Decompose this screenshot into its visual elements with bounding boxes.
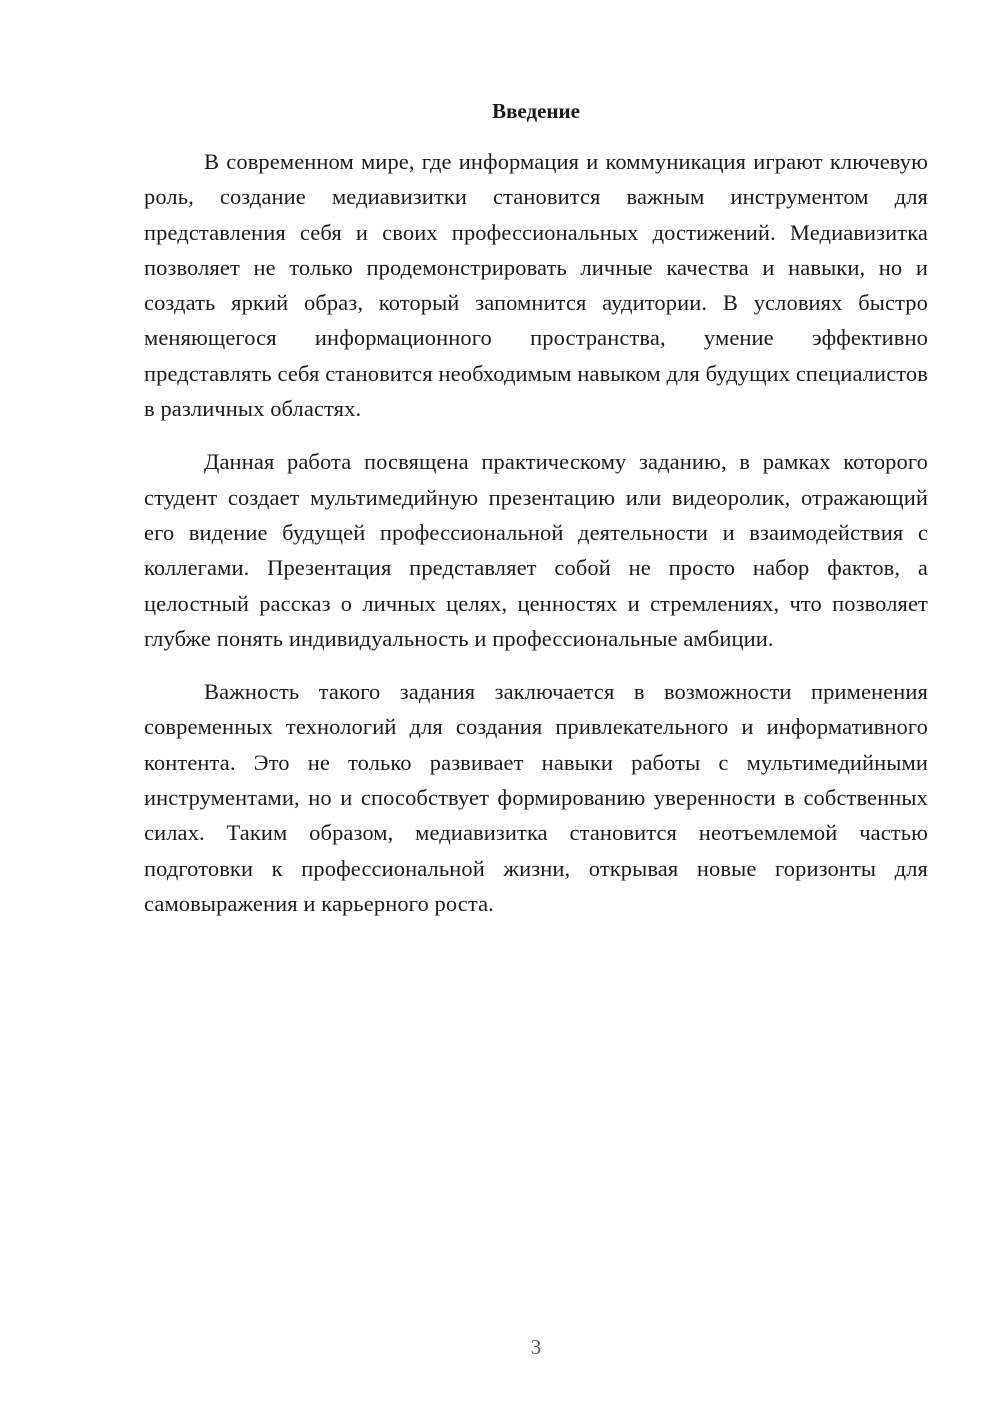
body-text xyxy=(144,144,928,939)
page-title: Введение xyxy=(492,99,580,123)
paragraph-3: Важность такого задания заключается в возможности применения современных технологий для создания привлекательного и информативного контента. Это не только развивает навыки работы с мультимедийными инструментами, но и способствует формированию уверенности в собственных силах. Таким образом, медиавизитка становится неотъемлемой частью подготовки к профессиональной жизни, открывая новые горизонты для самовыражения и карьерного роста. xyxy=(144,679,928,916)
page-number: 3 xyxy=(530,1335,542,1359)
paragraph-2: Данная работа посвящена практическому заданию, в рамках которого студент создает мультимедийную презентацию или видеоролик, отражающий его видение будущей профессиональной деятельности и взаимодействия с коллегами. Презентация представляет собой не просто набор фактов, а целостный рассказ о личных целях, ценностях и стремлениях, что позволяет глубже понять индивидуальность и профессиональные амбиции. xyxy=(144,449,928,651)
paragraph-1: В современном мире, где информация и коммуникация играют ключевую роль, создание медиавизитки становится важным инструментом для представления себя и своих профессиональных достижений. Медиавизитка позволяет не только продемонстрировать личные качества и навыки, но и создать яркий образ, который запомнится аудитории. В условиях быстро меняющегося информационного пространства, умение эффективно представлять себя становится необходимым навыком для будущих специалистов в различных областях. xyxy=(144,149,928,422)
